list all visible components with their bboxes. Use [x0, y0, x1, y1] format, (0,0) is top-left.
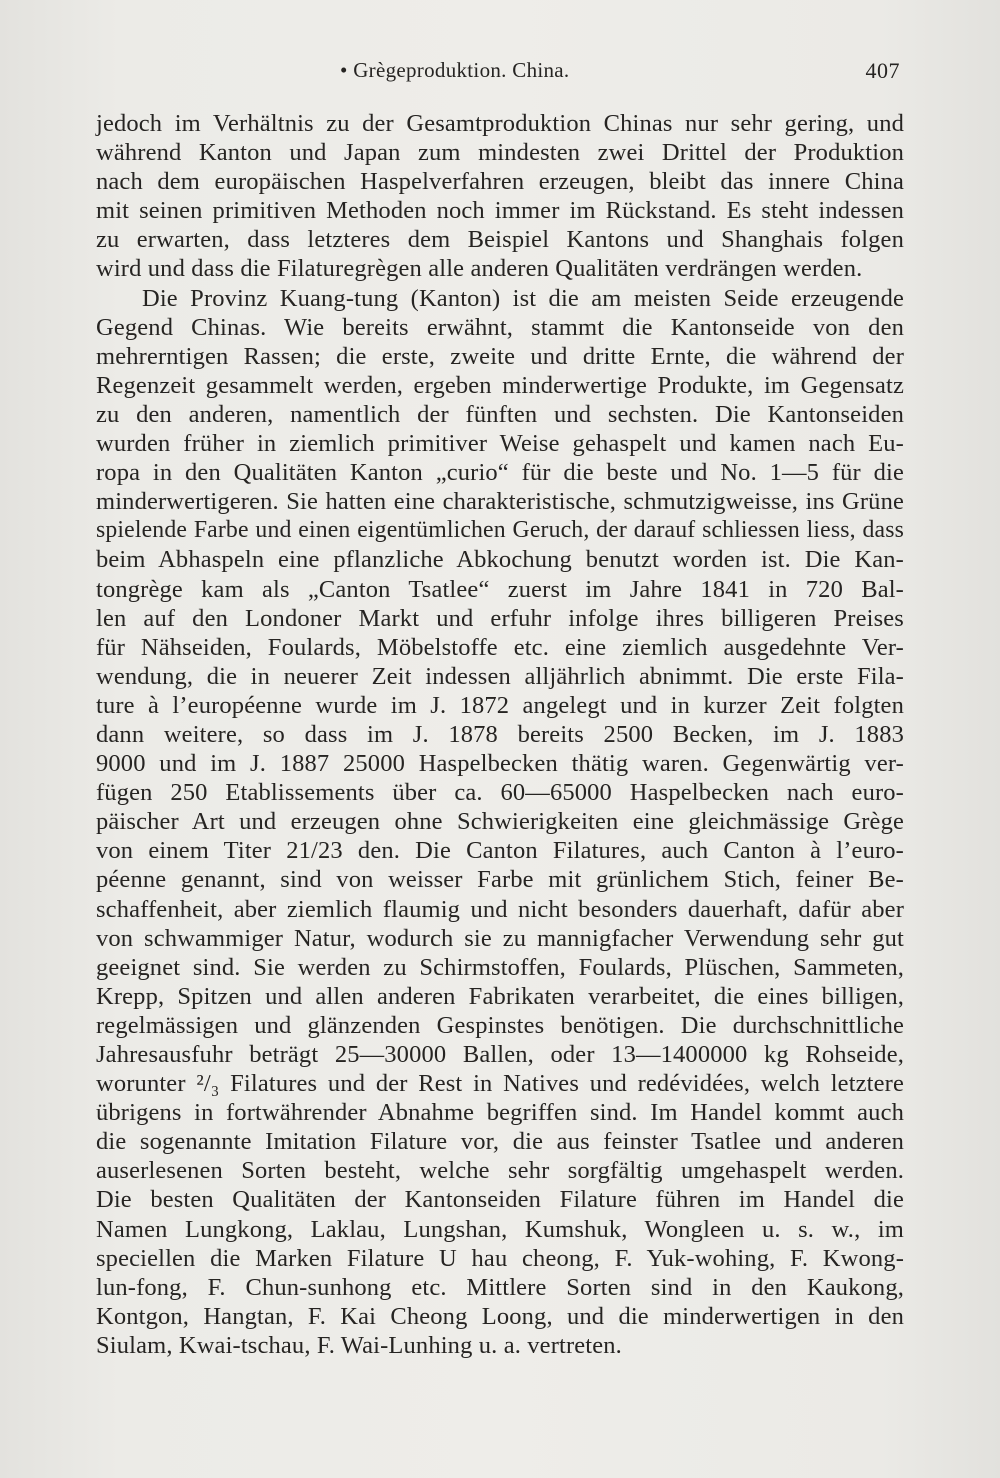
page-header	[96, 58, 904, 92]
text-line: 9000 und im J. 1887 25000 Haspelbecken thätig waren. Gegenwärtig ver-	[96, 750, 904, 778]
page-number: 407	[865, 58, 900, 83]
text-line: von schwammiger Natur, wodurch sie zu mannigfacher Verwendung sehr gut	[96, 924, 904, 952]
text-line: wurden früher in ziemlich primitiver Weise gehaspelt und kamen nach Eu-	[96, 430, 904, 458]
text-line: für Nähseiden, Foulards, Möbelstoffe etc. eine ziemlich ausgedehnte Ver-	[96, 633, 904, 661]
text-line: Namen Lungkong, Laklau, Lungshan, Kumshuk, Wongleen u. s. w., im	[96, 1215, 904, 1243]
text-line: wendung, die in neuerer Zeit indessen alljährlich abnimmt. Die erste Fila-	[96, 662, 904, 690]
text-line: ropa in den Qualitäten Kanton „curio“ für die beste und No. 1—5 für die	[96, 459, 904, 487]
text-line: dann weitere, so dass im J. 1878 bereits 2500 Becken, im J. 1883	[96, 720, 904, 748]
text-line: Jahresausfuhr beträgt 25—30000 Ballen, oder 13—1400000 kg Rohseide,	[96, 1041, 904, 1068]
text-line: fügen 250 Etablissements über ca. 60—65000 Haspelbecken nach euro-	[96, 779, 904, 807]
text-line: lun-fong, F. Chun-sunhong etc. Mittlere Sorten sind in den Kaukong,	[96, 1273, 904, 1301]
text-line: Siulam, Kwai-tschau, F. Wai-Lunhing u. a. vertreten.	[96, 1331, 622, 1359]
text-line: auserlesenen Sorten besteht, welche sehr sorgfältig umgehaspelt werden.	[96, 1157, 904, 1185]
text-line: nach dem europäischen Haspelverfahren erzeugen, bleibt das innere China	[96, 168, 904, 196]
text-line: worunter ²/₃ Filatures und der Rest in Natives und redévidées, welch letztere	[96, 1070, 904, 1098]
text-line: speciellen die Marken Filature U hau cheong, F. Yuk-wohing, F. Kwong-	[96, 1244, 904, 1272]
text-line: péenne genannt, sind von weisser Farbe mit grünlichem Stich, feiner Be-	[96, 866, 904, 894]
text-line: tongrège kam als „Canton Tsatlee“ zuerst im Jahre 1841 in 720 Bal-	[96, 575, 904, 603]
text-line: minderwertigeren. Sie hatten eine charakteristische, schmutzigweisse, ins Grüne	[96, 488, 904, 516]
text-line: Regenzeit gesammelt werden, ergeben minderwertige Produkte, im Gegensatz	[96, 371, 904, 399]
running-head: • Grègeproduktion. China.	[340, 58, 570, 82]
text-line: beim Abhaspeln eine pflanzliche Abkochung benutzt worden ist. Die Kan-	[96, 546, 904, 574]
text-line: päischer Art und erzeugen ohne Schwierigkeiten eine gleichmässige Grège	[96, 808, 904, 836]
text-line: übrigens in fortwährender Abnahme begriffen sind. Im Handel kommt auch	[96, 1099, 904, 1127]
body-text	[96, 109, 904, 1360]
text-line: Kontgon, Hangtan, F. Kai Cheong Loong, und die minderwertigen in den	[96, 1302, 904, 1330]
text-line: jedoch im Verhältnis zu der Gesamtproduktion Chinas nur sehr gering, und	[96, 110, 904, 137]
text-line: zu den anderen, namentlich der fünften und sechsten. Die Kantonseiden	[96, 400, 904, 428]
text-line: Gegend Chinas. Wie bereits erwähnt, stammt die Kantonseide von den	[96, 313, 904, 341]
text-line: zu erwarten, dass letzteres dem Beispiel Kantons und Shanghais folgen	[96, 226, 904, 254]
text-line: len auf den Londoner Markt und erfuhr infolge ihres billigeren Preises	[96, 604, 904, 632]
text-line: geeignet sind. Sie werden zu Schirmstoffen, Foulards, Plüschen, Sammeten,	[96, 953, 904, 981]
text-line: während Kanton und Japan zum mindesten zwei Drittel der Produktion	[96, 139, 904, 167]
text-line: mit seinen primitiven Methoden noch immer im Rückstand. Es steht indessen	[96, 197, 904, 225]
text-line: mehrerntigen Rassen; die erste, zweite und dritte Ernte, die während der	[96, 342, 904, 370]
text-line: Die besten Qualitäten der Kantonseiden Filature führen im Handel die	[96, 1186, 904, 1214]
text-line: Krepp, Spitzen und allen anderen Fabrikaten verarbeitet, die eines billigen,	[96, 982, 904, 1010]
paragraph-first-line: Die Provinz Kuang-tung (Kanton) ist die am meisten Seide erzeugende	[142, 284, 904, 312]
text-line: von einem Titer 21/23 den. Die Canton Filatures, auch Canton à l’euro-	[96, 837, 904, 865]
text-line: schaffenheit, aber ziemlich flaumig und nicht besonders dauerhaft, dafür aber	[96, 895, 904, 923]
text-line: wird und dass die Filaturegrègen alle anderen Qualitäten verdrängen werden.	[96, 255, 863, 283]
text-line: spielende Farbe und einen eigentümlichen Geruch, der darauf schliessen liess, dass	[96, 517, 904, 544]
text-line: die sogenannte Imitation Filature vor, die aus feinster Tsatlee und anderen	[96, 1128, 904, 1156]
text-line: ture à l’européenne wurde im J. 1872 angelegt und in kurzer Zeit folgten	[96, 691, 904, 719]
text-line: regelmässigen und glänzenden Gespinstes benötigen. Die durchschnittliche	[96, 1011, 904, 1039]
